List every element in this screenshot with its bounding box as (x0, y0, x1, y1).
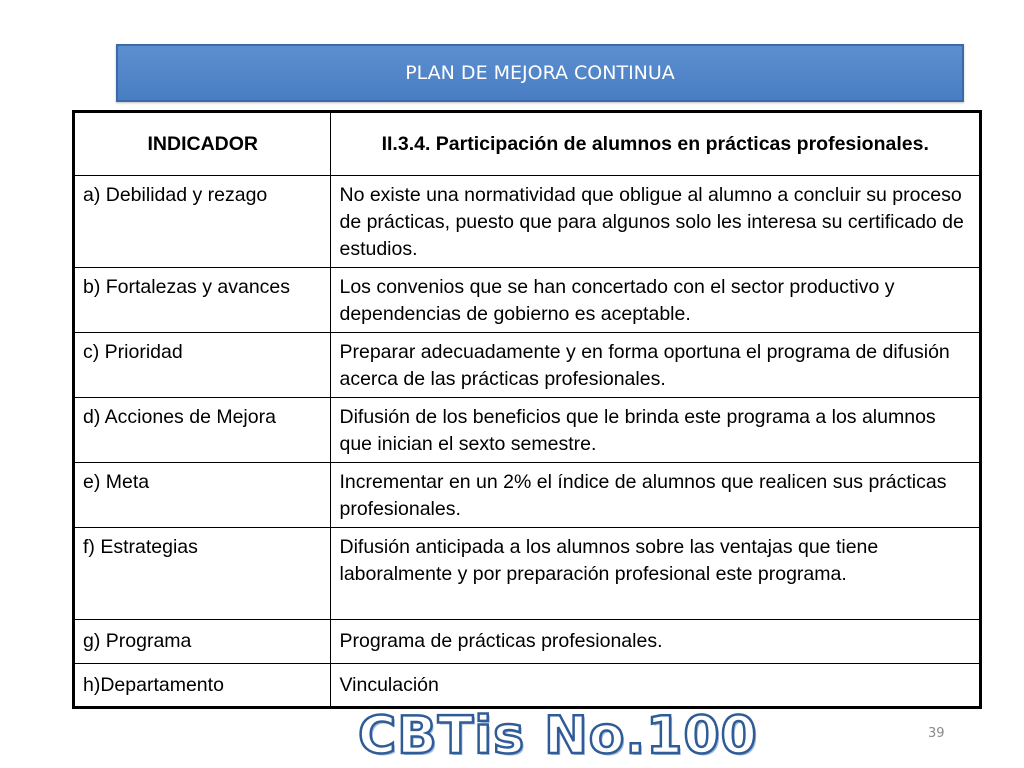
row-label: d) Acciones de Mejora (74, 398, 331, 463)
table-row (74, 176, 981, 268)
table-row (74, 398, 981, 463)
header-label-cell: INDICADOR (74, 112, 331, 176)
row-value: Difusión de los beneficios que le brinda este programa a los alumnos que inician el sexto semestre. (331, 398, 981, 463)
table-row (74, 268, 981, 333)
row-label: h)Departamento (74, 664, 331, 708)
row-value: Vinculación (331, 664, 981, 708)
page-number: 39 (928, 726, 945, 741)
row-label: a) Debilidad y rezago (74, 176, 331, 268)
school-logo-text: CBTis No.100 (358, 706, 758, 766)
table-row (74, 620, 981, 664)
slide-title: PLAN DE MEJORA CONTINUA (405, 62, 675, 84)
row-value: Preparar adecuadamente y en forma oportuna el programa de difusión acerca de las prácticas profesionales. (331, 333, 981, 398)
row-value: Programa de prácticas profesionales. (331, 620, 981, 664)
improvement-plan-table (72, 110, 982, 709)
row-value: No existe una normatividad que obligue al alumno a concluir su proceso de prácticas, puesto que para algunos solo les interesa su certificado de estudios. (331, 176, 981, 268)
table-header-row (74, 112, 981, 176)
table-row (74, 333, 981, 398)
row-label: g) Programa (74, 620, 331, 664)
table-row (74, 463, 981, 528)
row-label: c) Prioridad (74, 333, 331, 398)
row-label: e) Meta (74, 463, 331, 528)
row-value: Los convenios que se han concertado con el sector productivo y dependencias de gobierno es aceptable. (331, 268, 981, 333)
header-value-cell: II.3.4. Participación de alumnos en prácticas profesionales. (331, 112, 981, 176)
row-value: Difusión anticipada a los alumnos sobre las ventajas que tiene laboralmente y por preparación profesional este programa. (331, 528, 981, 620)
title-banner (116, 44, 964, 102)
row-label: f) Estrategias (74, 528, 331, 620)
table-row (74, 664, 981, 708)
row-label: b) Fortalezas y avances (74, 268, 331, 333)
row-value: Incrementar en un 2% el índice de alumnos que realicen sus prácticas profesionales. (331, 463, 981, 528)
table-row (74, 528, 981, 620)
